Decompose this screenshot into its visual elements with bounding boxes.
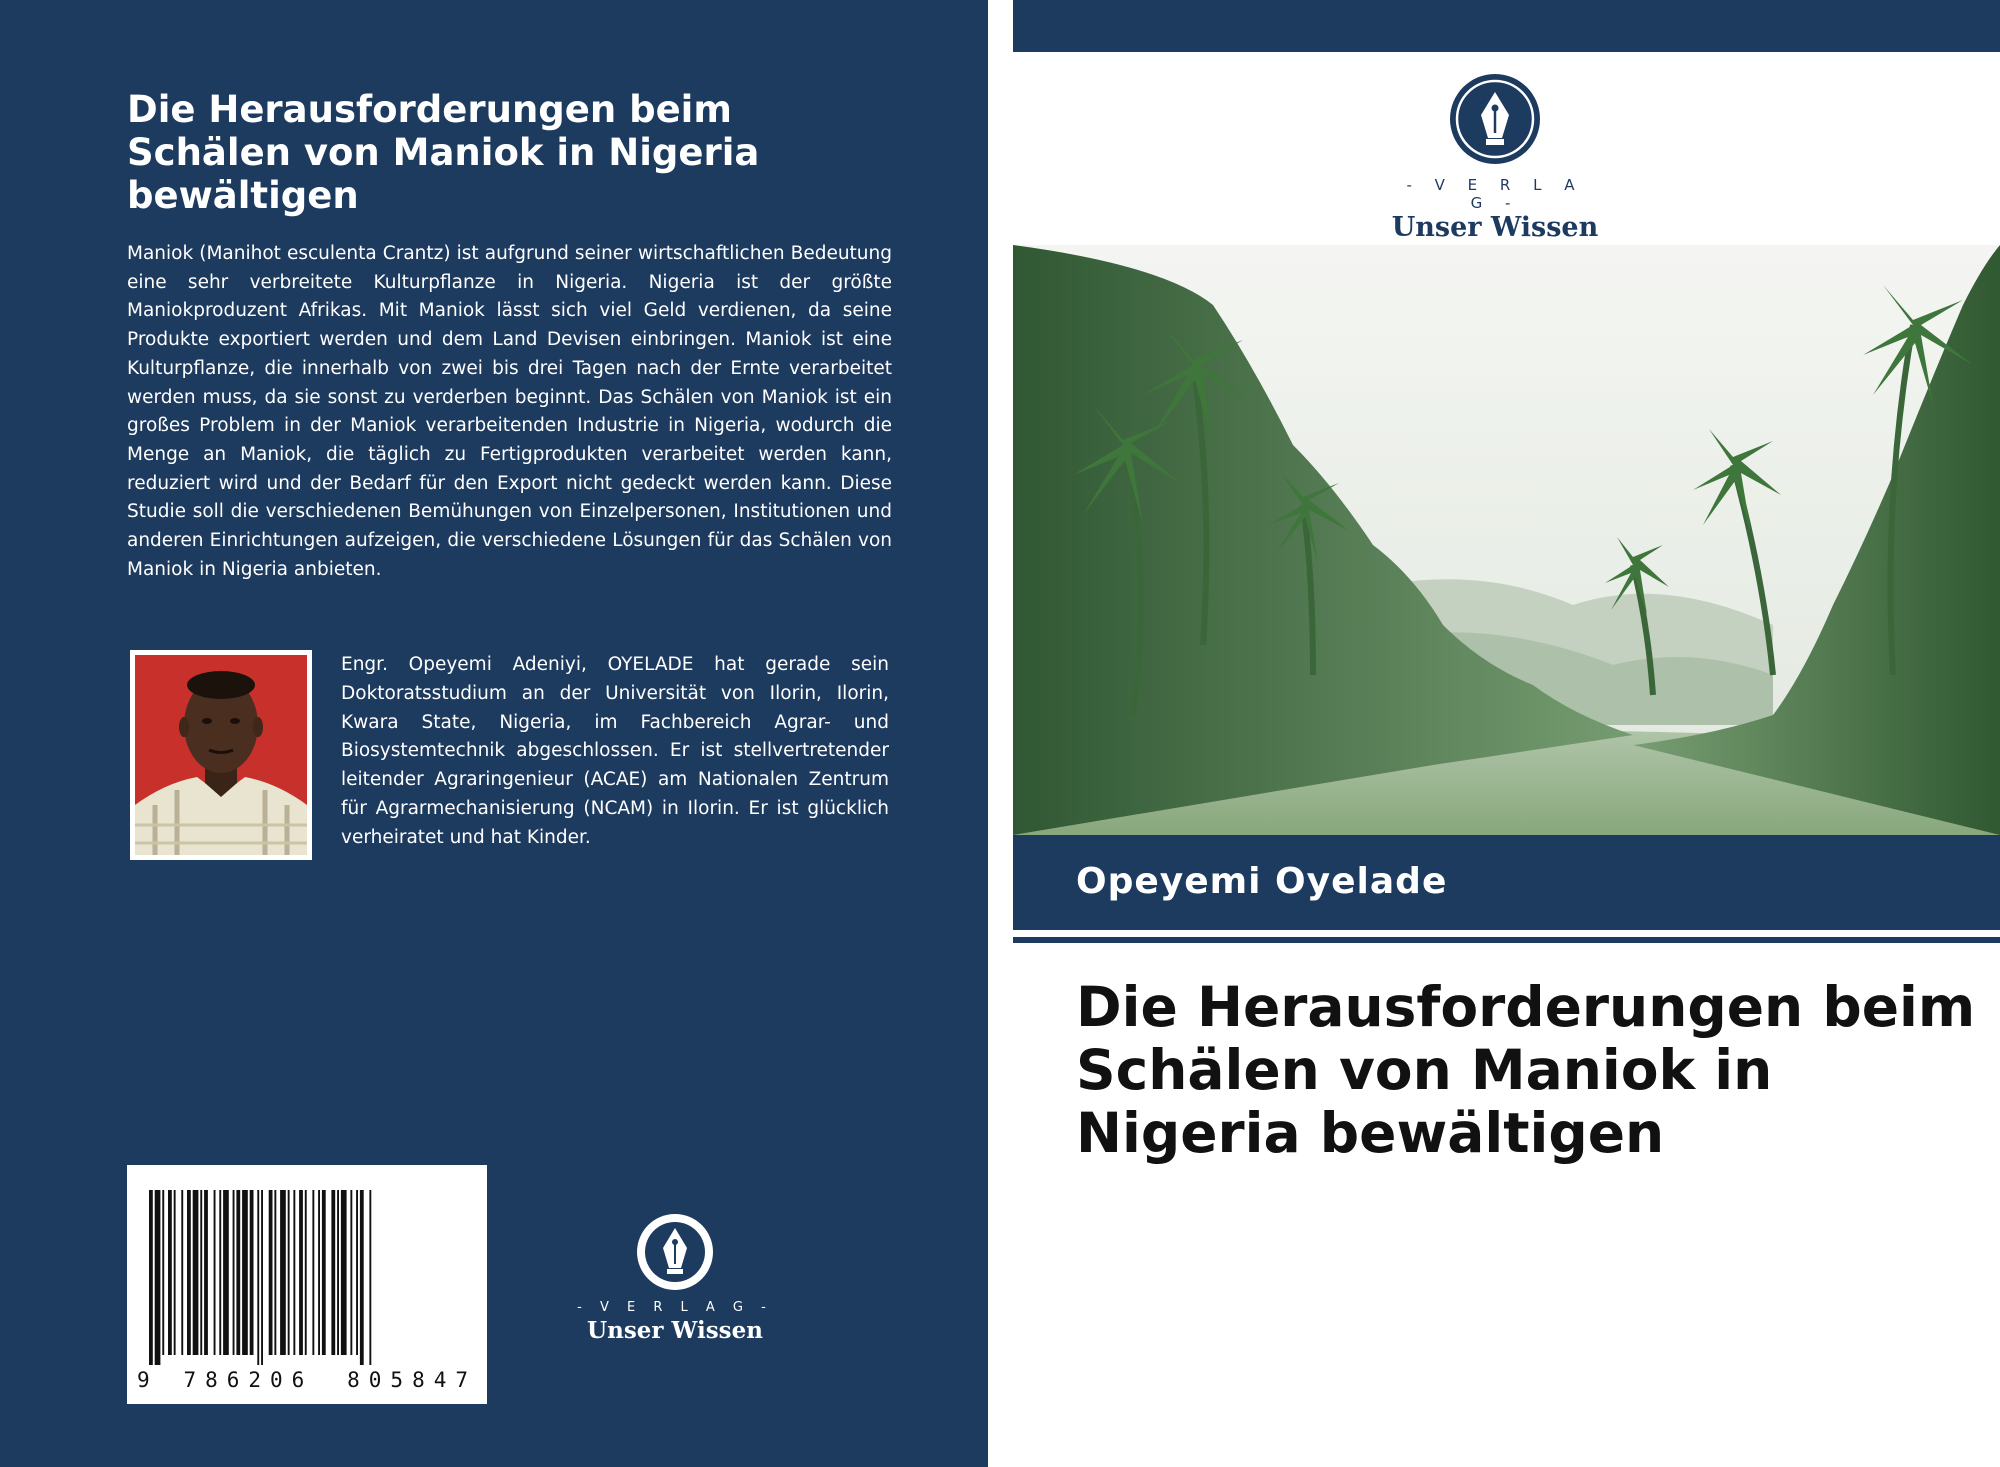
- barcode-bar: [155, 1190, 161, 1365]
- fountain-pen-nib-icon: [635, 1212, 715, 1292]
- barcode-bar: [162, 1190, 164, 1355]
- isbn-digits-right: 805847: [347, 1368, 477, 1392]
- barcode-bar: [200, 1190, 202, 1355]
- isbn-digits-first: 9: [137, 1368, 150, 1392]
- barcode-bar: [299, 1190, 303, 1355]
- barcode-bar: [274, 1190, 276, 1355]
- barcode-bar: [360, 1190, 364, 1365]
- barcode-bar: [219, 1190, 221, 1355]
- barcode-bar: [223, 1190, 229, 1355]
- barcode-bar: [356, 1190, 358, 1355]
- barcode-bar: [369, 1190, 371, 1365]
- barcode-bar: [269, 1190, 273, 1355]
- barcode-bar: [261, 1190, 263, 1365]
- barcode-bar: [193, 1190, 199, 1355]
- isbn-barcode: [127, 1165, 487, 1404]
- front-author-name: Opeyemi Oyelade: [1076, 861, 1448, 902]
- barcode-bar: [187, 1190, 191, 1355]
- barcode-bar: [318, 1190, 320, 1355]
- author-photo: [130, 650, 312, 860]
- barcode-bar: [293, 1190, 295, 1355]
- barcode-bar: [174, 1190, 176, 1355]
- barcode-bar: [350, 1190, 352, 1355]
- front-cover-title: Die Herausforderungen beim Schälen von Maniok in Nigeria bewältigen: [1076, 975, 1976, 1165]
- cover-photo-jungle-river: [1013, 245, 2000, 835]
- barcode-bar: [280, 1190, 286, 1355]
- front-logo-verlag: - V E R L A G -: [1406, 176, 1584, 212]
- barcode-bar: [331, 1190, 335, 1355]
- author-band: [1013, 835, 2000, 930]
- isbn-digits-left: 786206: [183, 1368, 314, 1392]
- front-logo-name: Unser Wissen: [1391, 212, 1599, 243]
- barcode-bar: [305, 1190, 307, 1355]
- barcode-bar: [149, 1190, 153, 1365]
- barcode-bar: [242, 1190, 248, 1355]
- back-publisher-logo: [575, 1212, 775, 1342]
- barcode-bar: [341, 1190, 347, 1355]
- fountain-pen-nib-icon: [1448, 72, 1542, 166]
- barcode-bar: [168, 1190, 172, 1355]
- barcode-bar: [288, 1190, 290, 1355]
- isbn-digits: [133, 1368, 481, 1392]
- back-cover: [0, 0, 988, 1467]
- barcode-bar: [322, 1190, 326, 1355]
- barcode-bar: [233, 1190, 235, 1355]
- back-logo-verlag: - V E R L A G -: [577, 1300, 773, 1315]
- front-publisher-logo: [1390, 72, 1600, 243]
- back-cover-blurb: Maniok (Manihot esculenta Crantz) ist aufgrund seiner wirtschaftlichen Bedeutung eine sehr verbreitete Kulturpflanze in Nigeria. Nigeria ist der größte Maniokproduzent Afrikas. Mit Maniok lässt sich viel Geld verdienen, da seine Produkte exportiert werden und dem Land Devisen einbringen. Maniok ist eine Kulturpflanze, die innerhalb von zwei bis drei Tagen nach der Ernte verarbeitet werden muss, da sie sonst zu verderben beginnt. Das Schälen von Maniok ist ein großes Problem in der Maniok verarbeitenden Industrie in Nigeria, wodurch die Menge an Maniok, die täglich zu Fertigprodukten verarbeitet werden kann, reduziert wird und der Bedarf für den Export nicht gedeckt werden kann. Diese Studie soll die verschiedenen Bemühungen von Einzelpersonen, Institutionen und anderen Einrichtungen aufzeigen, die verschiedene Lösungen für das Schälen von Maniok in Nigeria anbieten.: [127, 243, 892, 580]
- front-top-bar: [1013, 0, 2000, 52]
- spine: [988, 0, 1013, 1467]
- back-logo-name: Unser Wissen: [587, 1317, 763, 1344]
- barcode-bar: [250, 1190, 254, 1355]
- author-bio: Engr. Opeyemi Adeniyi, OYELADE hat gerade sein Doktoratsstudium an der Universität von Ilorin, Ilorin, Kwara State, Nigeria, im Fachbereich Agrar- und Biosystemtechnik abgeschlossen. Er ist stellvertretender leitender Agraringenieur (ACAE) am Nationalen Zentrum für Agrarmechanisierung (NCAM) in Ilorin. Er ist glücklich verheiratet und hat Kinder.: [341, 654, 889, 848]
- back-cover-title: Die Herausforderungen beim Schälen von Maniok in Nigeria bewältigen: [127, 88, 760, 217]
- barcode-bar: [236, 1190, 240, 1355]
- barcode-bar: [181, 1190, 183, 1355]
- barcode-bar: [204, 1190, 208, 1355]
- barcode-bar: [337, 1190, 339, 1355]
- barcode-bar: [257, 1190, 259, 1365]
- barcode-bar: [312, 1190, 314, 1355]
- front-divider: [1013, 937, 2000, 943]
- barcode-bar: [214, 1190, 216, 1355]
